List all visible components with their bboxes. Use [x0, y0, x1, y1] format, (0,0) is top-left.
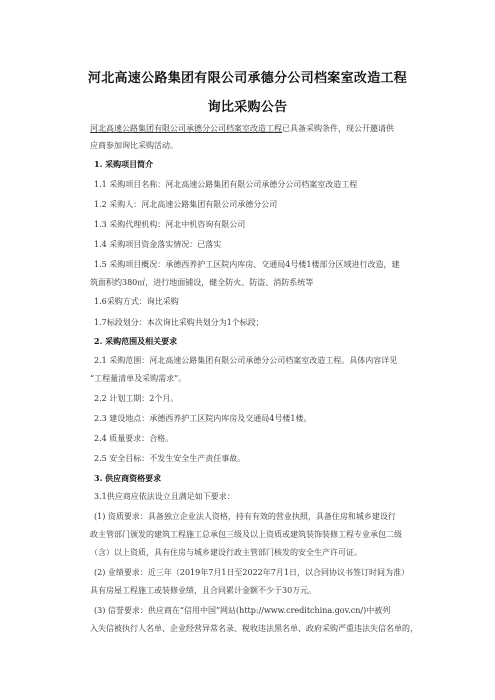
document-title: 河北高速公路集团有限公司承德分公司档案室改造工程	[87, 71, 408, 86]
section-2-item: “工程量清单及采购需求”。	[90, 374, 187, 383]
section-1-item: 筑面积约380㎡，进行地面铺设，健全防火、防盗、消防系统等	[90, 278, 314, 287]
section-2-item: 2.3 建设地点：承德西养护工区院内库房及交通局4号楼1楼。	[94, 414, 312, 423]
section-1-item: 1.7标段划分：本次询比采购共划分为1个标段；	[94, 318, 264, 327]
section-2-item: 2.2 计划工期：2个月。	[94, 394, 179, 403]
section-1-item: 1.5 采购项目概况：承德西养护工区院内库房、交通局4号楼1楼部分区域进行改造，建	[94, 260, 400, 269]
section-3-item: 3.1供应商应依法设立且满足如下要求：	[94, 492, 235, 501]
section-3-item: (1) 资质要求：具备独立企业法人资格，持有有效的营业执照，具备住房和城乡建设行	[94, 512, 396, 521]
section-1-item: 1.1 采购项目名称：河北高速公路集团有限公司承德分公司档案室改造工程	[94, 180, 358, 189]
intro-project-name: 河北高速公路集团有限公司承德分公司档案室改造工程	[90, 124, 282, 133]
section-3-item: （含）以上资质，具有住房与城乡建设行政主管部门核发的安全生产许可证。	[90, 548, 362, 557]
section-3-item: (2) 业绩要求：近三年（2019年7月1日至2022年7月1日，以合同协议书签订时间为准）	[94, 568, 409, 577]
section-1-item: 1.4 采购项目资金落实情况：已落实	[94, 240, 222, 249]
section-1-item: 1.2 采购人：河北高速公路集团有限公司承德分公司	[94, 200, 278, 209]
section-2-item: 2.1 采购范围：河北高速公路集团有限公司承德分公司档案室改造工程。具体内容详见	[94, 356, 398, 365]
section-3-item: (3) 信誉要求：供应商在“信用中国”网站(http://www.creditchina.gov.cn/)中被列	[94, 606, 391, 615]
intro-text: 已具备采购条件，现公开邀请供	[282, 124, 394, 133]
section-1-heading: 1. 采购项目简介	[94, 159, 154, 169]
section-1-item: 1.6采购方式：询比采购	[94, 297, 179, 306]
section-2-item: 2.5 安全目标：不发生安全生产责任事故。	[94, 454, 246, 463]
section-3-item: 政主管部门颁发的建筑工程施工总承包三级及以上资质或建筑装饰装修工程专业承包二级	[90, 530, 402, 539]
section-3-item: 入失信被执行人名单、企业经营异常名录、税收违法黑名单、政府采购严重违法失信名单的，	[90, 624, 418, 633]
document-subtitle: 询比采购公告	[207, 100, 288, 115]
section-1-item: 1.3 采购代理机构：河北中机咨询有限公司	[94, 220, 246, 229]
intro-line-2: 应商参加询比采购活动。	[90, 141, 178, 150]
intro-line-1	[90, 124, 408, 134]
section-3-heading: 3. 供应商资格要求	[94, 473, 162, 483]
section-3-item: 具有房屋工程施工或装修业绩，且合同累计金额不少于30万元。	[90, 586, 317, 595]
section-2-item: 2.4 质量要求：合格。	[94, 434, 174, 443]
section-2-heading: 2. 采购范围及相关要求	[94, 336, 178, 346]
